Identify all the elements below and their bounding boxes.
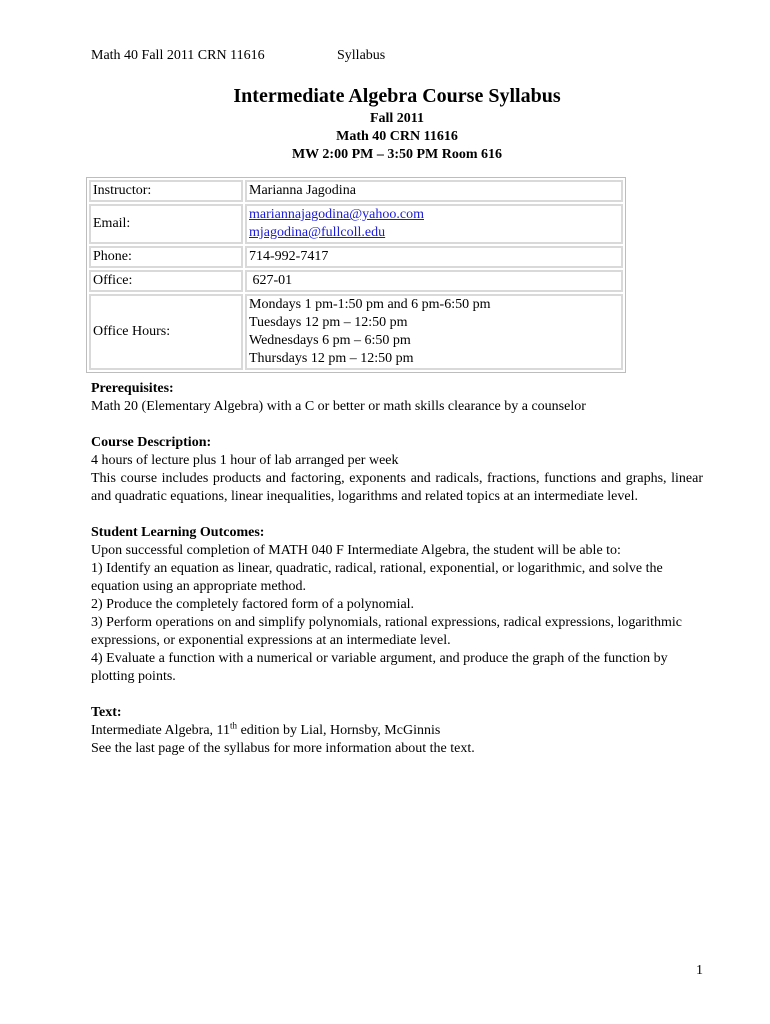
prerequisites-section (91, 380, 703, 416)
phone-number: 714-992-7417 (245, 246, 623, 268)
learning-outcome-3: 3) Perform operations on and simplify polynomials, rational expressions, radical expressions, logarithmic expressions, or exponential expressions at an intermediate level. (91, 615, 682, 648)
textbook-note: See the last page of the syllabus for more information about the text. (91, 741, 475, 756)
office-hours-label: Office Hours: (89, 294, 243, 370)
learning-outcomes-intro: Upon successful completion of MATH 040 F Intermediate Algebra, the student will be able to: (91, 543, 621, 558)
office-number-text: 627-01 (252, 273, 293, 288)
course-description-section (91, 434, 703, 506)
running-header (91, 47, 385, 65)
edition-suffix: th (230, 720, 238, 731)
office-hours-list (245, 294, 623, 370)
page-title: Intermediate Algebra Course Syllabus (233, 85, 561, 107)
table-row (89, 180, 623, 202)
table-row (89, 246, 623, 268)
term: Fall 2011 (369, 111, 425, 126)
class-schedule: MW 2:00 PM – 3:50 PM Room 616 (291, 147, 503, 162)
textbook-line (91, 722, 703, 740)
instructor-label: Instructor: (89, 180, 243, 202)
title-block (91, 84, 703, 164)
office-hours-monday: Mondays 1 pm-1:50 pm and 6 pm-6:50 pm (249, 297, 491, 312)
course-description-heading: Course Description: (91, 435, 212, 450)
instructor-name: Marianna Jagodina (245, 180, 623, 202)
table-row (89, 270, 623, 292)
prerequisites-heading: Prerequisites: (91, 381, 174, 396)
learning-outcomes-section (91, 524, 703, 686)
office-hours-tuesday: Tuesdays 12 pm – 12:50 pm (249, 315, 408, 330)
instructor-info-table (86, 177, 626, 373)
learning-outcomes-heading: Student Learning Outcomes: (91, 525, 265, 540)
textbook-authors: edition by Lial, Hornsby, McGinnis (237, 723, 441, 738)
course-description-hours: 4 hours of lecture plus 1 hour of lab arranged per week (91, 453, 399, 468)
office-hours-wednesday: Wednesdays 6 pm – 6:50 pm (249, 333, 411, 348)
email-values (245, 204, 623, 244)
email-link-yahoo[interactable]: mariannajagodina@yahoo.com (249, 207, 424, 222)
email-link-fullcoll[interactable]: mjagodina@fullcoll.edu (249, 225, 386, 240)
text-section (91, 704, 703, 758)
office-hours-thursday: Thursdays 12 pm – 12:50 pm (249, 351, 414, 366)
page-number: 1 (696, 963, 703, 978)
course-description-text: This course includes products and factoring, exponents and radicals, fractions, functions and graphs, linear and quadratic equations, linear inequalities, logarithms and related topics at an intermediate level. (91, 471, 703, 504)
textbook-title: Intermediate Algebra, 11 (91, 723, 231, 738)
office-label: Office: (89, 270, 243, 292)
syllabus-body (91, 380, 703, 776)
prerequisites-text: Math 20 (Elementary Algebra) with a C or better or math skills clearance by a counselor (91, 399, 586, 414)
course-section: Math 40 CRN 11616 (336, 129, 458, 144)
table-row (89, 204, 623, 244)
header-doc-type: Syllabus (337, 48, 386, 63)
header-course: Math 40 Fall 2011 CRN 11616 (91, 48, 265, 63)
email-label: Email: (89, 204, 243, 244)
text-heading: Text: (91, 705, 122, 720)
office-number (245, 270, 623, 292)
learning-outcome-2: 2) Produce the completely factored form of a polynomial. (91, 597, 415, 612)
learning-outcome-4: 4) Evaluate a function with a numerical or variable argument, and produce the graph of the function by plotting points. (91, 651, 668, 684)
learning-outcome-1: 1) Identify an equation as linear, quadratic, radical, rational, exponential, or logarithmic, and solve the equation using an appropriate method. (91, 561, 663, 594)
table-row (89, 294, 623, 370)
phone-label: Phone: (89, 246, 243, 268)
